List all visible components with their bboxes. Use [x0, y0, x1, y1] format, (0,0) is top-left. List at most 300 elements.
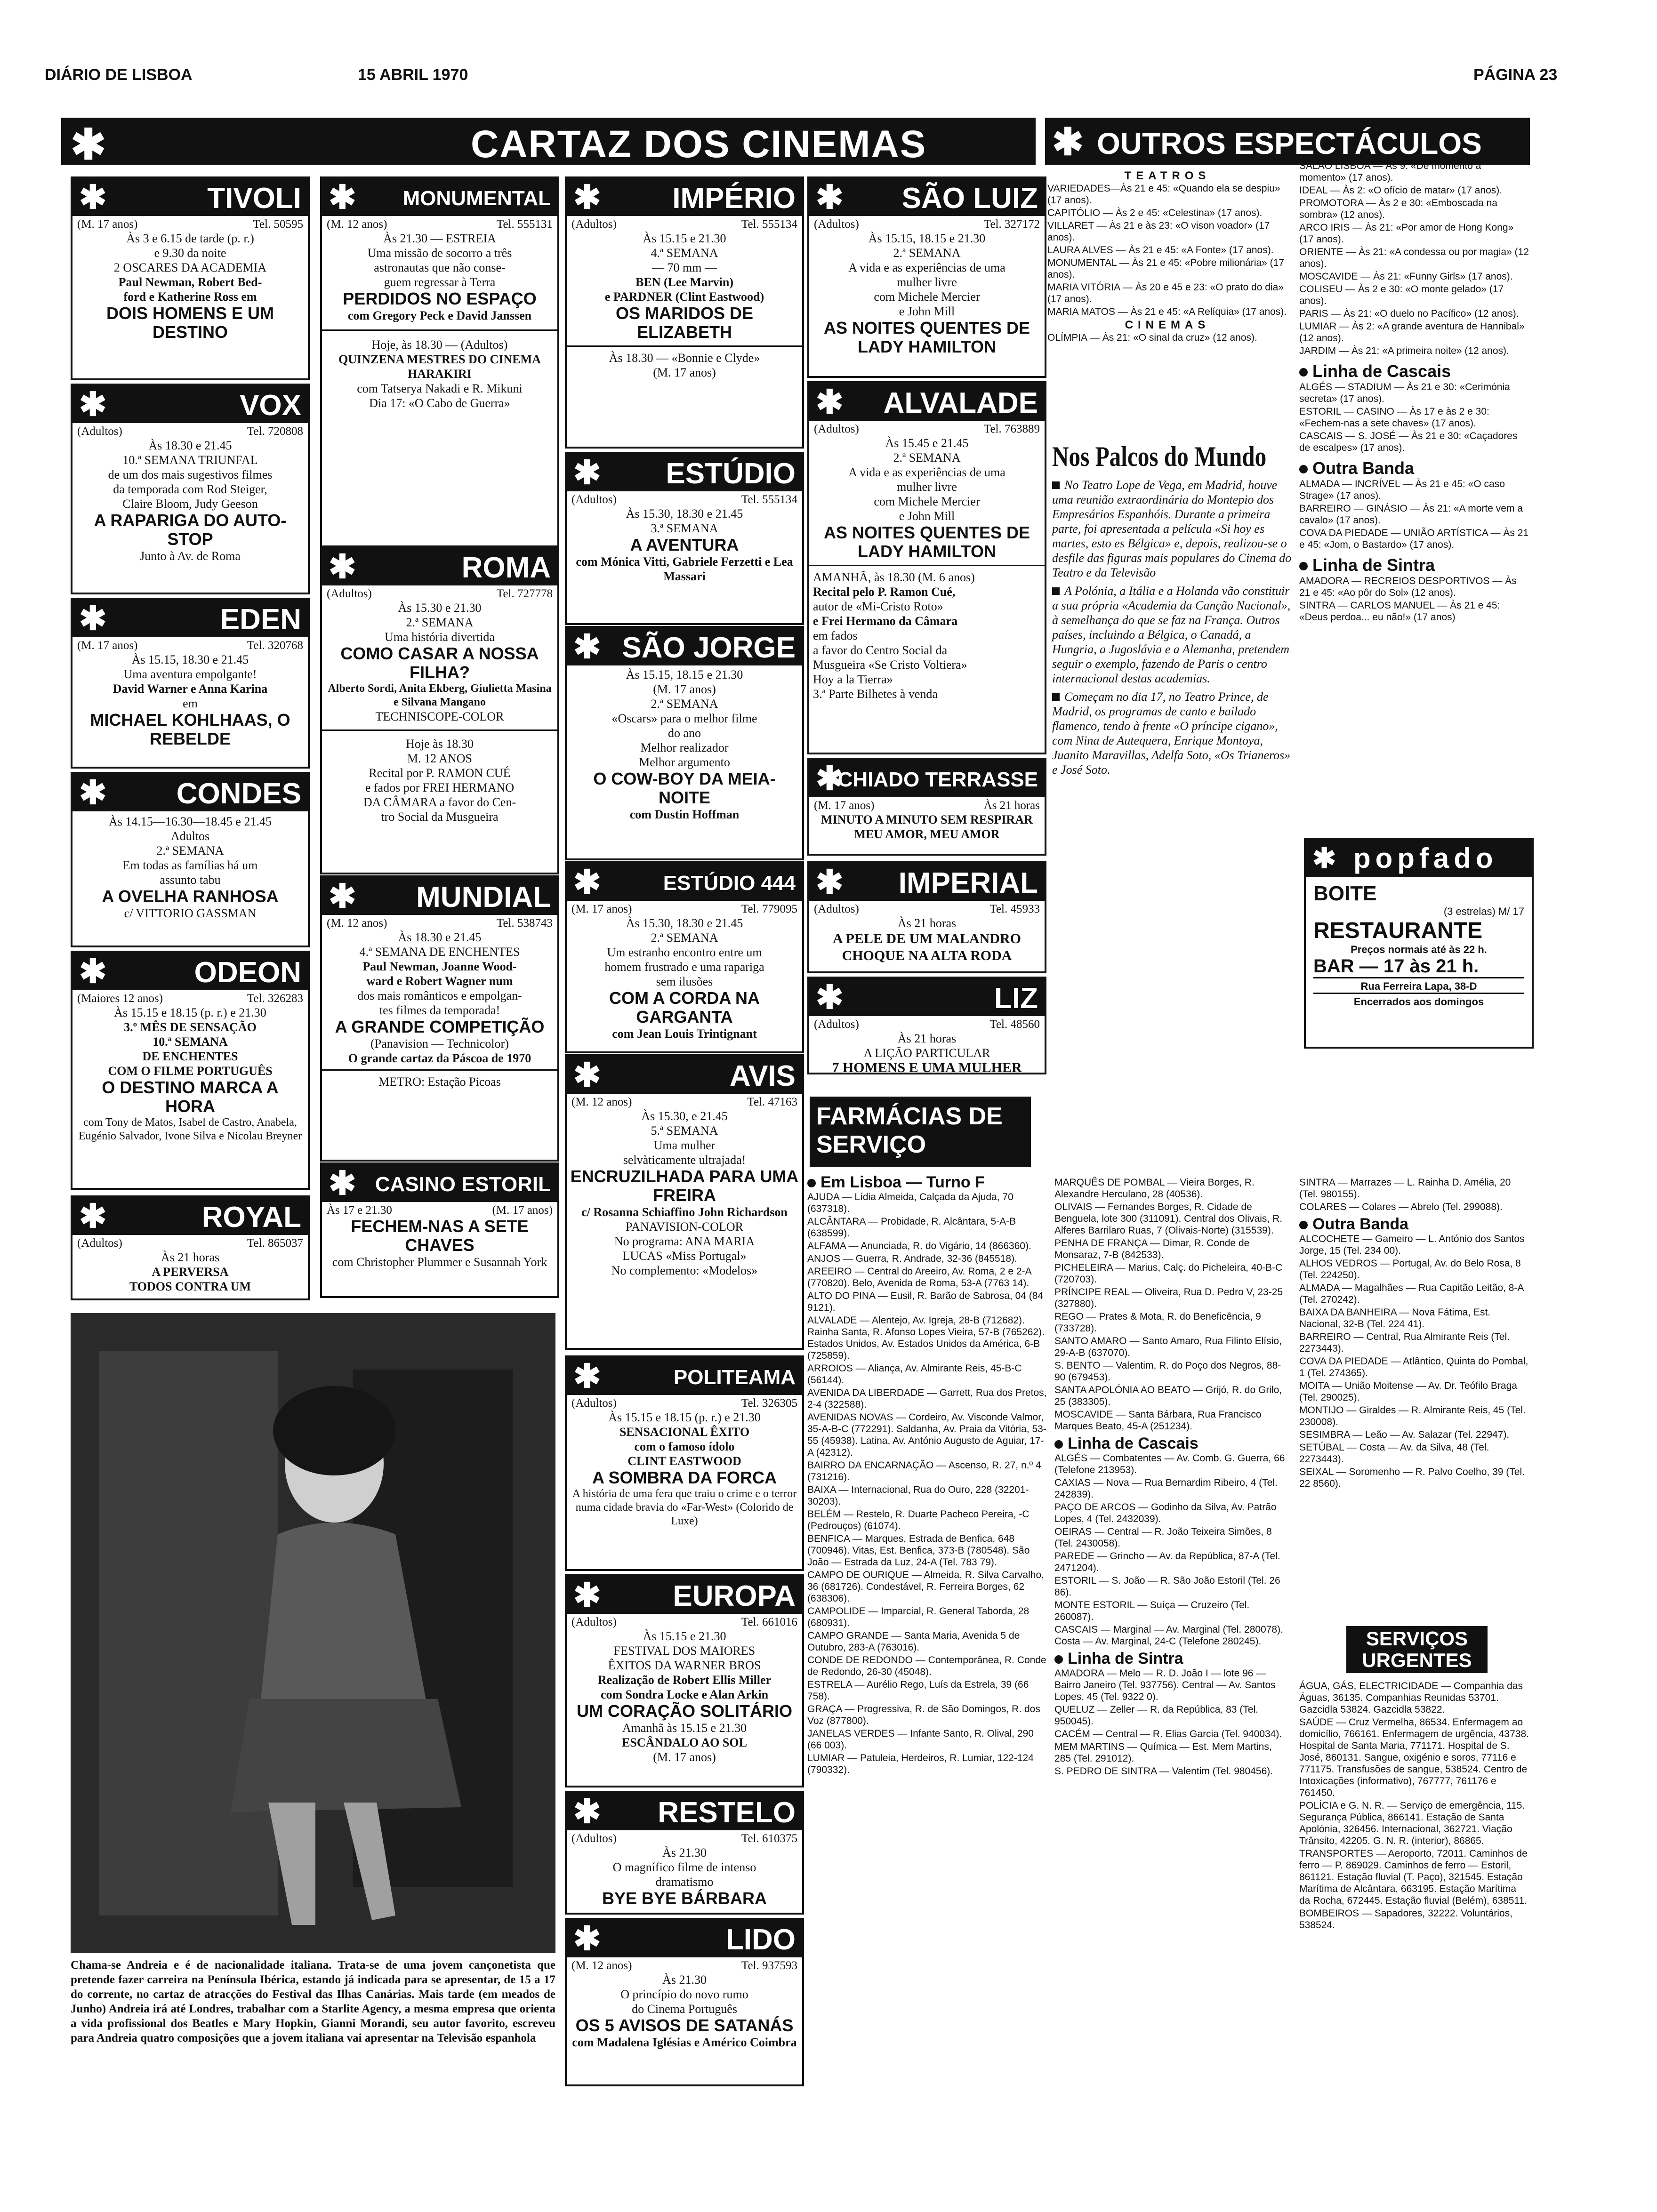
phone: Tel. 48560	[989, 1018, 1040, 1031]
star-icon: ✱	[329, 878, 356, 914]
pharmacy-item: CAXIAS — Nova — Rua Bernardim Ribeiro, 4 (Tel. 242839).	[1054, 1477, 1278, 1500]
line: mulher livre	[897, 275, 957, 289]
bullet-icon	[1299, 465, 1308, 473]
pharmacy-item: BAIXA — Internacional, Rua do Ouro, 228 (32201-30203).	[807, 1484, 1029, 1507]
film-title: A PELE DE UM MALANDRO CHOQUE NA ALTA RODA	[832, 931, 1021, 963]
cinema-name: CONDES	[176, 777, 301, 810]
cinema-name: LIDO	[725, 1923, 796, 1956]
urgent-item: BOMBEIROS — Sapadores, 32222. Voluntários, 538524.	[1299, 1908, 1512, 1931]
line: Hoje, às 18.30 — (Adultos)	[371, 338, 508, 352]
line: e PARDNER (Clint Eastwood)	[604, 290, 764, 304]
bullet-icon	[807, 1179, 816, 1187]
line: 10.ª SEMANA TRIUNFAL	[122, 453, 258, 467]
show-item: MOSCAVIDE — Às 21: «Funny Girls» (17 anos).	[1299, 271, 1513, 282]
teatros-section	[1047, 169, 1287, 345]
show-item: ALGÉS — STADIUM — Às 21 e 30: «Cerimónia secreta» (17 anos).	[1299, 382, 1510, 404]
note: c/ VITTORIO GASSMAN	[124, 906, 257, 920]
cinema-alvalade	[807, 381, 1046, 754]
line: com Sondra Locke e Alan Arkin	[600, 1688, 769, 1701]
teatro-item: MARIA MATOS — Às 21 e 45: «A Relíquia» (17 anos).	[1047, 306, 1287, 317]
pharmacy-item: BENFICA — Marques, Estrada de Benfica, 648 (700946). Vitas, Est. Benfica, 373-B (780548). São João — Estrada da Luz, 24-A (Tel. 783 79).	[807, 1533, 1030, 1568]
pharmacy-item: ALGÉS — Combatentes — Av. Comb. G. Guerra, 66 (Telefone 213953).	[1054, 1453, 1285, 1475]
showtimes: Às 21 horas	[983, 799, 1040, 812]
pharmacy-item: PAREDE — Grincho — Av. da República, 87-A (Tel. 2471204).	[1054, 1551, 1280, 1573]
palcos-section	[1052, 440, 1292, 781]
line: O princípio do novo rumo	[620, 1988, 748, 2001]
film-title: O DESTINO MARCA A HORA	[102, 1078, 279, 1116]
age-rating: (Maiores 12 anos)	[77, 992, 163, 1005]
age-rating: (Adultos)	[571, 1616, 617, 1628]
line: em fados	[813, 629, 858, 642]
film-title: MINUTO A MINUTO SEM RESPIRAR	[821, 813, 1033, 826]
urgent-item: POLÍCIA e G. N. R. — Serviço de emergência, 115. Segurança Pública, 866141. Estação de Santa Apolónia, 326456. Internacional, 362721. Viação Trânsito, 42205. G. N. R. (interior), 86865.	[1299, 1800, 1525, 1846]
cinema-name: ROMA	[461, 552, 551, 584]
pharmacy-item: ALVALADE — Alentejo, Av. Igreja, 28-B (712682). Rainha Santa, R. Afonso Lopes Vieira, 57-B (765262). Estados Unidos, Av. Estados Unidos da América, 6-B (725859).	[807, 1315, 1045, 1361]
line: Às 15.15 e 21.30	[643, 232, 726, 245]
line: (3 estrelas) M/ 17	[1443, 906, 1524, 917]
film-title: A SOMBRA DA FORCA	[592, 1468, 777, 1487]
cinema-mundial	[320, 875, 559, 1162]
line: e John Mill	[899, 509, 955, 523]
cinema-avis	[565, 1054, 804, 1350]
pharmacy-item: COLARES — Colares — Abrelo (Tel. 299088).	[1299, 1202, 1503, 1212]
line: 2.ª SEMANA	[651, 697, 718, 711]
line: sem ilusões	[656, 975, 713, 988]
pharmacy-item: ALMADA — Magalhães — Rua Capitão Leitão, 8-A (Tel. 270242).	[1299, 1282, 1524, 1305]
phone: Tel. 727778	[496, 587, 553, 600]
phone: Tel. 763889	[983, 423, 1040, 435]
cast: com Christopher Plummer e Susannah York	[332, 1255, 547, 1269]
pharmacy-item: AVENIDA DA LIBERDADE — Garrett, Rua dos Pretos, 2-4 (322588).	[807, 1387, 1047, 1410]
cinema-lido	[565, 1918, 804, 2086]
pharmacy-item: AMADORA — Melo — R. D. João I — lote 96 — Bairro Janeiro (Tel. 937756). Central — Av. Santos Lopes, 45 (Tel. 9322 0).	[1054, 1668, 1276, 1702]
phone: Tel. 555134	[741, 493, 797, 506]
pharmacy-item: S. PEDRO DE SINTRA — Valentim (Tel. 980456).	[1054, 1766, 1273, 1777]
singer-figure-icon	[71, 1313, 555, 1953]
line: 3.º MÊS DE SENSAÇÃO	[124, 1020, 257, 1034]
line: 3.ª Parte Bilhetes à venda	[813, 687, 938, 701]
line: da temporada com Rod Steiger,	[113, 482, 267, 496]
phone: Tel. 865037	[247, 1237, 303, 1250]
line: assunto tabu	[160, 873, 221, 887]
line: Às 15.45 e 21.45	[885, 436, 969, 450]
palcos-title: Nos Palcos do Mundo	[1052, 441, 1267, 472]
pharmacy-item: PRÍNCIPE REAL — Oliveira, Rua D. Pedro V, 23-25 (327880).	[1054, 1287, 1283, 1309]
cinemas-title: CINEMAS	[1125, 319, 1210, 331]
pharmacy-item: MEM MARTINS — Química — Est. Mem Martins, 285 (Tel. 291012).	[1054, 1741, 1272, 1764]
line: Às 18.30 — «Bonnie e Clyde»	[609, 351, 760, 365]
line: Às 21 horas	[897, 1032, 957, 1045]
pharmacy-item: SANTO AMARO — Santo Amaro, Rua Filinto Elísio, 29-A-B (637070).	[1054, 1336, 1282, 1358]
age-rating: (M. 12 anos)	[571, 1959, 632, 1972]
star-icon: ✱	[573, 1920, 601, 1957]
cast: com Gregory Peck e David Janssen	[347, 309, 532, 322]
pharmacy-item: ALTO DO PINA — Eusil, R. Barão de Sabrosa, 04 (84 9121).	[807, 1290, 1044, 1313]
line: HARAKIRI	[408, 367, 472, 381]
show-item: SALÃO LISBOA — Às 9: «De momento a momento» (17 anos).	[1299, 160, 1481, 183]
pharmacy-item: ALCOCHETE — Gameiro — L. António dos Santos Jorge, 15 (Tel. 234 00).	[1299, 1234, 1525, 1256]
phone: Tel. 320768	[247, 639, 303, 652]
line: de um dos mais sugestivos filmes	[108, 468, 273, 481]
star-icon: ✱	[573, 1793, 601, 1830]
line: Às 15.30, 18.30 e 21.45	[626, 916, 743, 930]
line: 2 OSCARES DA ACADEMIA	[113, 261, 267, 274]
cinema-imperio	[565, 176, 804, 449]
film-title: DOIS HOMENS E UM DESTINO	[106, 304, 274, 342]
line: COM O FILME PORTUGUÊS	[108, 1064, 273, 1078]
pharmacy-item: BAIRRO DA ENCARNAÇÃO — Ascenso, R. 27, n.º 4 (731216).	[807, 1460, 1041, 1483]
show-item: CASCAIS — S. JOSÉ — Às 21 e 30: «Caçadores de escalpes» (17 anos).	[1299, 431, 1518, 453]
pharmacy-item: AJUDA — Lídia Almeida, Calçada da Ajuda, 70 (637318).	[807, 1192, 1014, 1214]
line: ESCÂNDALO AO SOL	[622, 1736, 747, 1749]
teatro-item: CAPITÓLIO — Às 2 e 45: «Celestina» (17 anos).	[1047, 208, 1263, 218]
age-rating: (M. 17 anos)	[77, 639, 138, 652]
line: 2.ª SEMANA	[651, 931, 718, 945]
line: A LIÇÃO PARTICULAR	[863, 1046, 990, 1060]
line: Às 15.15 e 18.15 (p. r.) e 21.30	[114, 1006, 266, 1019]
line: e Frei Hermano da Câmara	[813, 614, 958, 628]
line: Melhor realizador	[640, 741, 729, 754]
bullet-icon	[1054, 1655, 1063, 1664]
line: AMANHÃ, às 18.30 (M. 6 anos)	[813, 570, 975, 584]
popfado-ad	[1304, 838, 1534, 1049]
line: 4.ª SEMANA	[651, 246, 718, 260]
line: TODOS CONTRA UM	[129, 1280, 251, 1293]
section-title: Outra Banda	[1312, 1215, 1409, 1233]
line: Às 21.30 — ESTREIA	[383, 232, 496, 245]
pharmacy-item: PAÇO DE ARCOS — Godinho da Silva, Av. Patrão Lopes, 4 (Tel. 2432039).	[1054, 1502, 1277, 1524]
film-title: BYE BYE BÁRBARA	[602, 1889, 767, 1908]
pharmacy-item: MONTIJO — Giraldes — R. Almirante Reis, 45 (Tel. 230008).	[1299, 1405, 1526, 1427]
cinema-chiado	[807, 758, 1046, 856]
bullet-icon	[1052, 481, 1060, 489]
palcos-item: No Teatro Lope de Vega, em Madrid, houve uma reunião extraordinária do Montepio dos Empresários Espanhóis. Durante a primeira parte, foi apresentada a película «Si hoy es martes, esto es Bélgica» e, depois, realizou-se o desfile das figuras mais populares do Cinema do Teatro e da Televisão	[1052, 478, 1292, 579]
teatros-title: TEATROS	[1124, 169, 1211, 182]
pharmacy-item: MOITA — União Moitense — Av. Dr. Teófilo Braga (Tel. 290025).	[1299, 1380, 1517, 1403]
pharmacy-item: CASCAIS — Marginal — Av. Marginal (Tel. 280078). Costa — Av. Marginal, 24-C (Telefone 280245).	[1054, 1624, 1283, 1647]
cinema-imperial	[807, 861, 1046, 973]
pharmacy-item: SANTA APOLÓNIA AO BEATO — Grijó, R. do Grilo, 25 (383305).	[1054, 1385, 1282, 1407]
star-icon: ✱	[71, 121, 106, 165]
film-title: ENCRUZILHADA PARA UMA FREIRA	[570, 1167, 799, 1205]
star-icon: ✱	[573, 1577, 601, 1613]
line: (M. 17 anos)	[653, 682, 716, 696]
cinema-estudio	[565, 452, 804, 625]
bullet-icon	[1299, 1221, 1308, 1229]
film-title: A OVELHA RANHOSA	[102, 887, 279, 906]
line: O grande cartaz da Páscoa de 1970	[348, 1051, 531, 1065]
line: DA CÂMARA a favor do Cen-	[363, 795, 516, 809]
phone: Tel. 50595	[253, 218, 303, 231]
age-rating: (M. 12 anos)	[327, 218, 387, 231]
cinema-estudio444	[565, 861, 804, 1053]
cinema-tivoli	[71, 176, 310, 380]
phone: Tel. 327172	[983, 218, 1040, 231]
film-title: MICHAEL KOHLHAAS, O REBELDE	[90, 710, 290, 748]
pharmacy-item: OLIVAIS — Fernandes Borges, R. Cidade de Benguela, lote 300 (311091). Central dos Olivais, R. Alferes Barrilaro Ruas, 7 (Olivais-Norte) (315539).	[1054, 1202, 1283, 1236]
farmacias-col2	[1054, 1177, 1290, 1778]
line: e fados por FREI HERMANO	[365, 781, 515, 794]
pharmacy-item: SETÚBAL — Costa — Av. da Silva, 48 (Tel. 2273443).	[1299, 1442, 1489, 1465]
outros-title: OUTROS ESPECTÁCULOS	[1097, 127, 1482, 160]
cast: com Jean Louis Trintignant	[612, 1027, 757, 1041]
cinema-name: EUROPA	[673, 1580, 796, 1612]
teatro-item: VARIEDADES—Às 21 e 45: «Quando ela se despiu» (17 anos).	[1047, 183, 1280, 206]
urgent-item: TRANSPORTES — Aeroporto, 72011. Caminhos de ferro — P. 869029. Caminhos de ferro — Estoril, 861121. Estação fluvial (T. Paço), 321545. Estação Marítima de Alcântara, 663195. Estação Marítima da Rocha, 672445. Estação fluvial (Belém), 638511.	[1299, 1848, 1528, 1906]
cinema-name: RESTELO	[658, 1796, 796, 1829]
line: com Michele Mercier	[874, 290, 980, 304]
cinema-saoluiz	[807, 176, 1046, 378]
cinema-liz	[807, 977, 1046, 1074]
film-title: A GRANDE COMPETIÇÃO	[335, 1017, 545, 1036]
line: com o famoso ídolo	[634, 1440, 735, 1453]
line: BEN (Lee Marvin)	[635, 275, 733, 289]
line: Recital por P. RAMON CUÉ	[369, 766, 511, 780]
phone: Tel. 326305	[741, 1397, 797, 1410]
star-icon: ✱	[816, 760, 844, 797]
line: 3.ª SEMANA	[651, 521, 718, 535]
phone: Tel. 555131	[496, 218, 553, 231]
film-title: COM A CORDA NA GARGANTA	[609, 988, 760, 1026]
line: tes filmes da temporada!	[379, 1003, 500, 1017]
star-icon: ✱	[79, 774, 107, 811]
pharmacy-item: BAIXA DA BANHEIRA — Nova Fátima, Est. Nacional, 32-B (Tel. 224 41).	[1299, 1307, 1491, 1330]
pharmacy-item: AVENIDAS NOVAS — Cordeiro, Av. Visconde Valmor, 35-A-B-C (772291). Saldanha, Av. Praia da Vitória, 53-55 (45938). Latina, Av. António Augusto de Aguiar, 17-A (42312).	[807, 1412, 1046, 1458]
cinema-name: POLITEAMA	[673, 1366, 796, 1389]
pharmacy-item: PENHA DE FRANÇA — Dimar, R. Conde de Monsaraz, 7-B (842533).	[1054, 1238, 1250, 1260]
outros-banner	[1045, 118, 1530, 165]
star-icon: ✱	[79, 953, 107, 990]
pharmacy-item: S. BENTO — Valentim, R. do Poço dos Negros, 88-90 (679453).	[1054, 1360, 1281, 1383]
line: Preços normais até às 22 h.	[1351, 944, 1487, 955]
pharmacy-item: SESIMBRA — Leão — Av. Salazar (Tel. 22947).	[1299, 1429, 1510, 1440]
age-rating: (Adultos)	[814, 423, 859, 435]
line: 2.ª SEMANA	[893, 246, 961, 260]
star-icon: ✱	[816, 979, 844, 1016]
line: A vida e as experiências de uma	[848, 465, 1005, 479]
show-item: IDEAL — Às 2: «O ofício de matar» (17 anos).	[1299, 185, 1503, 196]
phone: Tel. 555134	[741, 218, 797, 231]
line: homem frustrado e uma rapariga	[604, 960, 764, 974]
farmacias-col3	[1299, 1177, 1530, 1491]
show-item: BARREIRO — GINÁSIO — Às 21: «A morte vem a cavalo» (17 anos).	[1299, 503, 1523, 526]
film-title: AS NOITES QUENTES DE LADY HAMILTON	[823, 523, 1030, 561]
cast: com Dustin Hoffman	[629, 808, 740, 821]
line: Adultos	[170, 829, 210, 843]
tech: TECHNISCOPE-COLOR	[375, 710, 504, 723]
line: Às 15.15, 18.30 e 21.45	[131, 653, 249, 666]
line: Às 21.30	[662, 1846, 707, 1859]
pharmacy-item: ARROIOS — Aliança, Av. Almirante Reis, 45-B-C (56144).	[807, 1363, 1022, 1386]
line: Melhor argumento	[639, 755, 730, 769]
show-item: COLISEU — Às 2 e 30: «O monte gelado» (17 anos).	[1299, 284, 1504, 306]
line: Em todas as famílias há um	[122, 858, 258, 872]
line: Às 15.15, 18.15 e 21.30	[626, 668, 743, 681]
line: Encerrados aos domingos	[1313, 993, 1524, 1008]
cinema-name: CASINO ESTORIL	[375, 1173, 551, 1196]
cinema-name: EDEN	[220, 603, 301, 636]
line: selvàticamente ultrajada!	[623, 1153, 746, 1167]
phone: Tel. 45933	[989, 903, 1040, 915]
star-icon: ✱	[816, 384, 844, 420]
show-item: SINTRA — CARLOS MANUEL — Às 21 e 45: «Deus perdoa... eu não!» (17 anos)	[1299, 600, 1500, 623]
bullet-icon	[1054, 1440, 1063, 1449]
age-rating: (M. 17 anos)	[571, 903, 632, 915]
farmacias-col1	[807, 1173, 1047, 1777]
line: QUINZENA MESTRES DO CINEMA	[338, 353, 541, 366]
line: Às 14.15—16.30—18.45 e 21.45	[109, 815, 272, 828]
age-rating: (M. 17 anos)	[77, 218, 138, 231]
line: dos mais românticos e empolgan-	[357, 989, 522, 1002]
phone: Tel. 779095	[741, 903, 797, 915]
section-title: Linha de Sintra	[1312, 555, 1435, 575]
line: Às 15.30 e 21.30	[398, 601, 482, 615]
show-item: ORIENTE — Às 21: «A condessa ou por magia» (12 anos).	[1299, 247, 1529, 269]
urgentes-list	[1299, 1680, 1530, 1932]
line: Uma história divertida	[385, 630, 495, 644]
star-icon: ✱	[329, 1165, 356, 1202]
cinema-name: AVIS	[729, 1060, 796, 1092]
line: Realização de Robert Ellis Miller	[597, 1673, 772, 1687]
line: Um estranho encontro entre um	[607, 946, 762, 959]
line: ford e Katherine Ross em	[123, 290, 257, 304]
cinema-condes	[71, 772, 310, 947]
line: SENSACIONAL ÊXITO	[619, 1425, 750, 1439]
urgent-item: SAÚDE — Cruz Vermelha, 86534. Enfermagem ao domicílio, 766161. Enfermagem de urgência, 43738. Hospital de Santa Maria, 771171. Hospital de S. José, 860131. Sangue, oxigénio e soros, 77116 e 771175. Transfusões de sangue, 538524. Centro de Intoxicações (informativo), 767777, 761176 e 761450.	[1299, 1717, 1529, 1798]
cinema-name: SÃO JORGE	[622, 632, 796, 664]
line: 5.ª SEMANA	[651, 1124, 718, 1138]
star-icon: ✱	[79, 1198, 107, 1234]
film-title: A AVENTURA	[630, 535, 739, 554]
phone: Tel. 538743	[496, 917, 553, 930]
line: Paul Newman, Joanne Wood-	[362, 960, 517, 973]
show-item: AMADORA — RECREIOS DESPORTIVOS — Às 21 e 45: «Ao pôr do Sol» (12 anos).	[1299, 576, 1517, 598]
film-title: UM CORAÇÃO SOLITÁRIO	[577, 1701, 792, 1721]
line: Dia 17: «O Cabo de Guerra»	[369, 396, 510, 410]
cinema-name: IMPÉRIO	[672, 182, 796, 215]
teatro-item: MONUMENTAL — Às 21 e 45: «Pobre milionária» (17 anos).	[1047, 257, 1285, 280]
show-item: PROMOTORA — Às 2 e 30: «Emboscada na sombra» (12 anos).	[1299, 198, 1497, 220]
age-rating: (Adultos)	[571, 1397, 617, 1410]
cinema-name: ROYAL	[201, 1201, 301, 1234]
line: Às 15.15 e 18.15 (p. r.) e 21.30	[608, 1411, 761, 1424]
cast: com Tony de Matos, Isabel de Castro, Anabela, Eugénio Salvador, Ivone Silva e Nicolau Breyner	[78, 1116, 302, 1142]
line: 4.ª SEMANA DE ENCHENTES	[359, 945, 520, 959]
line: em	[183, 697, 198, 710]
line: Uma mulher	[653, 1138, 716, 1152]
pharmacy-item: ALHOS VEDROS — Portugal, Av. do Belo Rosa, 8 (Tel. 224250).	[1299, 1258, 1521, 1281]
film-title: FECHEM-NAS A SETE CHAVES	[351, 1217, 529, 1255]
pharmacy-item: CAMPO DE OURIQUE — Almeida, R. Silva Carvalho, 36 (681726). Condestável, R. Ferreira Borges, 62 (638306).	[807, 1570, 1044, 1604]
line: Uma missão de socorro a três	[367, 246, 512, 260]
pharmacy-item: GRAÇA — Progressiva, R. de São Domingos, R. dos Voz (877800).	[807, 1704, 1040, 1726]
age-rating: (Adultos)	[77, 425, 122, 438]
pharmacy-item: OEIRAS — Central — R. João Teixeira Simões, 8 (Tel. 2430058).	[1054, 1526, 1272, 1549]
cast: Alberto Sordi, Anita Ekberg, Giulietta Masina e Silvana Mangano	[328, 682, 552, 708]
star-icon: ✱	[573, 1358, 601, 1395]
cinema-name: ALVALADE	[883, 387, 1038, 419]
line: Às 3 e 6.15 de tarde (p. r.)	[126, 232, 254, 245]
cinema-name: SÃO LUIZ	[901, 182, 1038, 215]
pharmacy-item: ANJOS — Guerra, R. Andrade, 32-36 (845518).	[807, 1253, 1017, 1264]
line: Às 18.30 e 21.45	[398, 930, 482, 944]
pharmacy-item: JANELAS VERDES — Infante Santo, R. Olival, 290 (66 003).	[807, 1728, 1034, 1751]
age-rating: (M. 12 anos)	[327, 917, 387, 930]
teatro-item: VILLARET — Às 21 e às 23: «O vison voador» (17 anos).	[1047, 220, 1270, 243]
line: Hoy a la Tierra»	[813, 673, 893, 686]
line: Paul Newman, Robert Bed-	[118, 275, 262, 289]
line: No programa: ANA MARIA	[614, 1234, 755, 1248]
cast: A história de uma fera que traiu o crime e o terror numa cidade bravia do «Far-West» (Colorido de Luxe)	[572, 1488, 797, 1527]
pharmacy-item: BELÉM — Restelo, R. Duarte Pacheco Pereira, -C (Pedrouços) (61074).	[807, 1509, 1030, 1531]
film-title: O COW-BOY DA MEIA-NOITE	[593, 769, 776, 807]
show-item: COVA DA PIEDADE — UNIÃO ARTÍSTICA — Às 21 e 45: «Jom, o Bastardo» (17 anos).	[1299, 528, 1529, 550]
cinema-name: IMPERIAL	[898, 867, 1038, 899]
phone: Tel. 720808	[247, 425, 303, 438]
line: dramatismo	[655, 1875, 714, 1889]
pharmacy-item: CONDE DE REDONDO — Contemporânea, R. Conde de Redondo, 26-30 (45048).	[807, 1655, 1046, 1677]
line: LUCAS «Miss Portugal»	[622, 1249, 747, 1263]
star-icon: ✱	[79, 600, 107, 637]
film-title: PERDIDOS NO ESPAÇO	[343, 289, 537, 308]
cinema-name: ESTÚDIO 444	[663, 872, 796, 895]
pharmacy-item: PICHELEIRA — Marius, Calç. do Picheleira, 40-B-C (720703).	[1054, 1262, 1283, 1285]
pharmacy-item: AREEIRO — Central do Areeiro, Av. Roma, 2 e 2-A (770820). Belo, Avenida de Roma, 53-A (7763 14).	[807, 1266, 1031, 1289]
cast: com Madalena Iglésias e Américo Coimbra	[572, 2036, 797, 2049]
line: No complemento: «Modelos»	[611, 1264, 758, 1277]
cinema-royal	[71, 1195, 310, 1300]
pharmacy-item: MARQUÊS DE POMBAL — Vieira Borges, R. Alexandre Herculano, 28 (40536).	[1054, 1177, 1255, 1200]
pharmacy-item: CACÉM — Central — R. Elias Garcia (Tel. 940034).	[1054, 1729, 1282, 1739]
pharmacy-item: SEIXAL — Soromenho — R. Palvo Coelho, 39 (Tel. 22 8560).	[1299, 1467, 1525, 1489]
show-item: PARIS — Às 21: «O duelo no Pacífico» (12 anos).	[1299, 308, 1519, 319]
line: 10.ª SEMANA	[153, 1035, 228, 1049]
star-icon: ✱	[816, 864, 844, 900]
palcos-item: A Polónia, a Itália e a Holanda vão constituir a sua própria «Academia da Canção Nacional», à semelhança do que se faz na França. Outros países, incluindo a Bélgica, o Canadá, a Hungria, a Jugoslávia e a Alemanha, pretendem seguir o exemplo, fazendo de Paris o centro internacional destas academias.	[1052, 584, 1291, 685]
line: astronautas que não conse-	[374, 261, 506, 274]
age-rating: (Adultos)	[814, 903, 859, 915]
line: 2.ª SEMANA	[156, 844, 224, 858]
line: A vida e as experiências de uma	[848, 261, 1005, 274]
age-rating: (Adultos)	[571, 493, 617, 506]
pharmacy-item: SINTRA — Marrazes — L. Rainha D. Amélia, 20 (Tel. 980155).	[1299, 1177, 1511, 1200]
line: 2.ª SEMANA	[406, 616, 474, 629]
star-icon: ✱	[573, 864, 601, 900]
bullet-icon	[1052, 587, 1060, 595]
pharmacy-item: ESTORIL — S. João — R. São João Estoril (Tel. 26 86).	[1054, 1575, 1280, 1598]
line: Às 21 horas	[897, 916, 957, 930]
line: a favor do Centro Social da	[813, 643, 948, 657]
film-title: OS 5 AVISOS DE SATANÁS	[575, 2016, 794, 2035]
star-icon: ✱	[1312, 842, 1341, 874]
pharmacy-item: ESTRELA — Aurélio Rego, Luís da Estrela, 39 (66 758).	[807, 1679, 1029, 1702]
line: FESTIVAL DOS MAIORES	[613, 1644, 756, 1658]
pharmacy-item: MONTE ESTORIL — Suíça — Cruzeiro (Tel. 260087).	[1054, 1600, 1250, 1622]
star-icon: ✱	[573, 454, 601, 491]
line: ward e Robert Wagner num	[366, 974, 513, 988]
line: (M. 17 anos)	[653, 366, 716, 379]
star-icon: ✱	[79, 386, 107, 423]
phone: Tel. 661016	[741, 1616, 797, 1628]
phone: Tel. 326283	[247, 992, 303, 1005]
line: RESTAURANTE	[1313, 918, 1483, 943]
cinema-roma	[320, 546, 559, 874]
line: Musgueira «Se Cristo Voltiera»	[813, 658, 967, 672]
cinema-item: OLÍMPIA — Às 21: «O sinal da cruz» (12 anos).	[1047, 332, 1257, 343]
line: BOITE	[1313, 882, 1377, 905]
age-rating: (Adultos)	[814, 1018, 859, 1031]
cinema-name: LIZ	[994, 982, 1038, 1015]
